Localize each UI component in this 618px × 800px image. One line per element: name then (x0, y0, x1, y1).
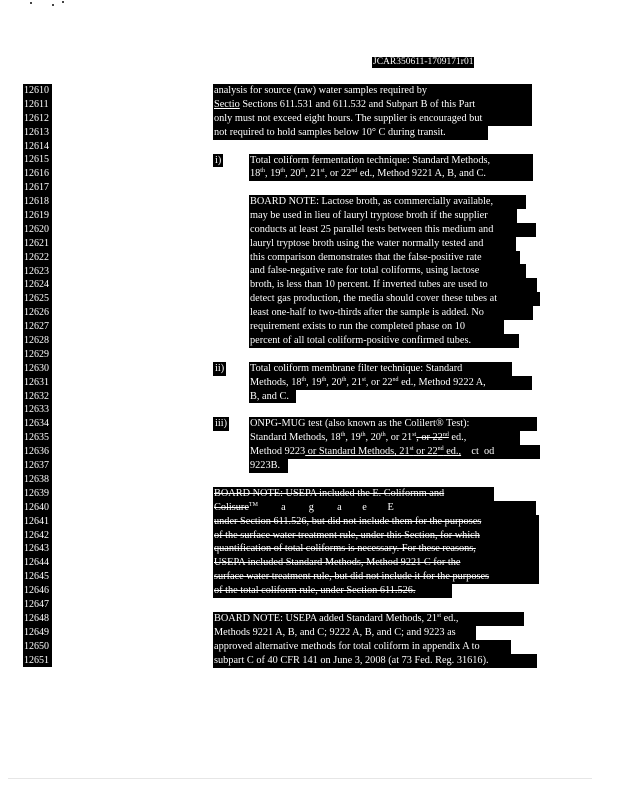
text-line: not required to hold samples below 10° C during transit. (213, 126, 488, 140)
text-line: 9223B. (249, 459, 288, 473)
line-number: 12647 (23, 598, 52, 612)
line-number: 12650 (23, 640, 52, 654)
struck-line: under Section 611.526, but did not include them for the purposes (213, 515, 539, 529)
line-number: 12631 (23, 376, 52, 390)
text-line: ONPG-MUG test (also known as the Colilert® Test): (249, 417, 537, 431)
scan-speck (30, 2, 32, 4)
struck-text: Sectio (214, 98, 240, 110)
text-line: Sectio Sections 611.531 and 611.532 and Subpart B of this Part (213, 98, 532, 112)
struck-line: BOARD NOTE: USEPA included the E. Colifornm and (213, 487, 494, 501)
line-number: 12617 (23, 181, 52, 195)
text-line: Method 9223 or Standard Methods, 21st or 22nd ed., ct od (249, 445, 540, 459)
text-line: BOARD NOTE: USEPA added Standard Methods, 21st ed., (213, 612, 524, 626)
text-line: least one-half to two-thirds after the sample is added. No (249, 306, 533, 320)
struck-text: , or 22nd (416, 432, 449, 444)
text-line: Total coliform fermentation technique: Standard Methods, (249, 154, 533, 168)
line-number: 12634 (23, 417, 52, 431)
item-iii-text (249, 417, 539, 473)
text-line: broth, is less than 10 percent. If inverted tubes are used to (249, 278, 537, 292)
text-line: only must not exceed eight hours. The supplier is encouraged but (213, 112, 532, 126)
line-number: 12615 (23, 153, 52, 167)
line-number: 12612 (23, 112, 52, 126)
struck-line: of the surface water treatment rule, under this Section, for which (213, 529, 539, 543)
line-number: 12641 (23, 515, 52, 529)
text-line: detect gas production, the media should cover these tubes at (249, 292, 540, 306)
text-line: Methods, 18th, 19th, 20th, 21st, or 22nd ed., Method 9222 A, (249, 376, 532, 390)
line-number: 12629 (23, 348, 52, 362)
line-number: 12627 (23, 320, 52, 334)
inserted-text: or Standard Methods, 21st or 22nd ed., (305, 446, 462, 458)
line-number: 12639 (23, 487, 52, 501)
text-line: 18th, 19th, 20th, 21st, or 22nd ed., Method 9221 A, B, and C. (249, 167, 533, 181)
scan-speck (52, 4, 54, 6)
text-line: B, and C. (249, 390, 296, 404)
line-number: 12640 (23, 501, 52, 515)
line-number: 12626 (23, 306, 52, 320)
text-line: BOARD NOTE: Lactose broth, as commercially available, (249, 195, 526, 209)
line-number: 12644 (23, 556, 52, 570)
line-number: 12619 (23, 209, 52, 223)
line-number: 12649 (23, 626, 52, 640)
line-number: 12646 (23, 584, 52, 598)
text-line: approved alternative methods for total coliform in appendix A to (213, 640, 511, 654)
board-note-struck (213, 487, 539, 598)
line-number: 12632 (23, 390, 52, 404)
text-line: Colisure™ a g a e E (213, 501, 536, 515)
text-line: and false-negative rate for total coliforms, using lactose (249, 264, 526, 278)
line-number: 12613 (23, 126, 52, 140)
board-note-added-methods (213, 612, 536, 668)
inserted-text: Sections (242, 98, 278, 110)
line-number: 12633 (23, 403, 52, 417)
scan-speck (62, 1, 64, 3)
line-number: 12614 (23, 140, 52, 154)
line-number: 12625 (23, 292, 52, 306)
text-line: conducts at least 25 parallel tests between this medium and (249, 223, 536, 237)
item-marker: i) (215, 154, 222, 166)
item-marker: ii) (215, 362, 225, 374)
line-number: 12616 (23, 167, 52, 181)
line-number: 12645 (23, 570, 52, 584)
board-note-lactose (249, 195, 539, 348)
struck-line: USEPA included Standard Methods, Method 9221 C for the (213, 556, 539, 570)
line-number: 12623 (23, 265, 52, 279)
item-ii-text (249, 362, 532, 404)
line-number: 12618 (23, 195, 52, 209)
struck-line: surface water treatment rule, but did not include it for the purposes (213, 570, 539, 584)
line-number: 12630 (23, 362, 52, 376)
text-line: may be used in lieu of lauryl tryptose broth if the supplier (249, 209, 517, 223)
text-line: subpart C of 40 CFR 141 on June 3, 2008 (at 73 Fed. Reg. 31616). (213, 654, 537, 668)
item-marker: iii) (215, 418, 228, 430)
intro-paragraph (213, 84, 532, 140)
line-number: 12620 (23, 223, 52, 237)
struck-line: of the total coliform rule, under Section 611.526. (213, 584, 452, 598)
line-number: 12637 (23, 459, 52, 473)
line-number: 12651 (23, 654, 52, 668)
text-line: analysis for source (raw) water samples required by (213, 84, 532, 98)
line-number: 12611 (23, 98, 52, 112)
text-line: this comparison demonstrates that the false-positive rate (249, 251, 520, 265)
item-i-text (249, 154, 533, 182)
line-number: 12621 (23, 237, 52, 251)
line-number: 12642 (23, 529, 52, 543)
text-line: Standard Methods, 18th, 19th, 20th, or 21st, or 22nd ed., (249, 431, 520, 445)
text-line: Methods 9221 A, B, and C; 9222 A, B, and C; and 9223 as (213, 626, 476, 640)
line-number: 12648 (23, 612, 52, 626)
page-edge (8, 778, 592, 779)
line-number: 12624 (23, 278, 52, 292)
line-number-column (23, 84, 52, 667)
line-number: 12610 (23, 84, 52, 98)
text-line: requirement exists to run the completed phase on 10 (249, 320, 504, 334)
text-line: lauryl tryptose broth using the water normally tested and (249, 237, 516, 251)
line-number: 12628 (23, 334, 52, 348)
text-line: Total coliform membrane filter technique: Standard (249, 362, 512, 376)
document-code: JCAR350611-1709171r01 (373, 57, 474, 67)
line-number: 12638 (23, 473, 52, 487)
line-number: 12635 (23, 431, 52, 445)
line-number: 12622 (23, 251, 52, 265)
text-line: percent of all total coliform-positive confirmed tubes. (249, 334, 519, 348)
struck-line: quantification of total coliforms is necessary. For these reasons, (213, 542, 539, 556)
line-number: 12636 (23, 445, 52, 459)
line-number: 12643 (23, 542, 52, 556)
